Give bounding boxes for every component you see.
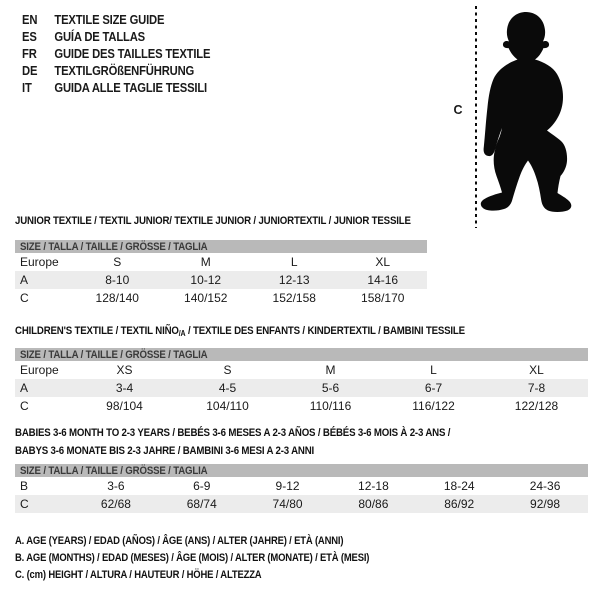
table-cell: 6-9 — [193, 479, 211, 493]
table-cell: 122/128 — [514, 399, 559, 413]
table-cell: 6-7 — [424, 381, 443, 395]
language-code: EN — [22, 12, 38, 27]
table-cell: L — [290, 255, 298, 269]
section-title-babies — [15, 424, 510, 460]
table-row — [15, 253, 427, 271]
title-subscript: /A — [178, 329, 186, 338]
children-size-table — [15, 348, 588, 415]
language-code: FR — [22, 46, 37, 61]
table-cell: 92/98 — [530, 497, 561, 511]
language-code: ES — [22, 29, 37, 44]
table-cell: 158/170 — [361, 291, 405, 305]
table-header-size — [15, 348, 588, 361]
baby-figure-illustration — [445, 4, 595, 230]
table-cell: 116/122 — [412, 399, 455, 413]
language-title: TEXTILE SIZE GUIDE — [54, 12, 165, 27]
language-title: GUÍA DE TALLAS — [54, 29, 146, 44]
table-cell: 4-5 — [218, 381, 237, 395]
language-title-list — [22, 11, 231, 96]
table-row — [15, 477, 588, 495]
table-header-text: SIZE / TALLA / TAILLE / GRÖSSE / TAGLIA — [20, 240, 208, 253]
table-cell: XS — [116, 363, 133, 377]
table-cell: 8-10 — [105, 273, 130, 287]
table-cell: 80/86 — [358, 497, 389, 511]
table-cell: XL — [529, 363, 544, 377]
section-title-text: JUNIOR TEXTILE / TEXTIL JUNIOR/ TEXTILE JUNIOR / JUNIORTEXTIL / JUNIOR TESSILE — [15, 215, 411, 227]
measure-legend — [15, 533, 427, 584]
table-row — [15, 361, 588, 379]
language-row-es — [22, 28, 210, 45]
language-row-en — [22, 11, 210, 28]
table-cell: 68/74 — [186, 497, 217, 511]
row-label: B — [20, 479, 29, 493]
table-cell: S — [223, 363, 232, 377]
table-cell: XL — [375, 255, 391, 269]
title-suffix: / TEXTILE DES ENFANTS / KINDERTEXTIL / BAMBINI TESSILE — [185, 325, 465, 337]
section-title-junior — [15, 212, 465, 230]
table-cell: 14-16 — [367, 273, 399, 287]
section-title-text — [15, 322, 465, 343]
table-cell: 104/110 — [206, 399, 249, 413]
height-label: C — [453, 103, 463, 117]
babies-size-table — [15, 464, 588, 513]
table-header-text: SIZE / TALLA / TAILLE / GRÖSSE / TAGLIA — [20, 348, 208, 361]
language-title: TEXTILGRÖßENFÜHRUNG — [54, 63, 195, 78]
row-label: C — [20, 399, 29, 413]
title-prefix: CHILDREN'S TEXTILE / TEXTIL NIÑO — [15, 325, 179, 337]
table-cell: 9-12 — [275, 479, 300, 493]
table-cell: 5-6 — [321, 381, 340, 395]
table-cell: M — [200, 255, 211, 269]
table-cell: 18-24 — [443, 479, 475, 493]
table-header-text: SIZE / TALLA / TAILLE / GRÖSSE / TAGLIA — [20, 464, 208, 477]
table-cell: 152/158 — [272, 291, 316, 305]
row-label: Europe — [20, 255, 59, 269]
section-title-line1: BABIES 3-6 MONTH TO 2-3 YEARS / BEBÉS 3-6 MESES A 2-3 AÑOS / BÉBÉS 3-6 MOIS À 2-3 ANS / — [15, 427, 451, 439]
table-cell: 12-18 — [358, 479, 389, 493]
language-title: GUIDE DES TAILLES TEXTILE — [54, 46, 211, 61]
table-cell: 24-36 — [529, 479, 561, 493]
table-row — [15, 397, 588, 415]
row-label: A — [20, 381, 29, 395]
table-cell: 86/92 — [444, 497, 475, 511]
legend-line-b: B. AGE (MONTHS) / EDAD (MESES) / ÂGE (MOIS) / ALTER (MONATE) / ETÀ (MESI) — [15, 552, 370, 564]
table-cell: 74/80 — [272, 497, 303, 511]
legend-line-a: A. AGE (YEARS) / EDAD (AÑOS) / ÂGE (ANS) / ALTER (JAHRE) / ETÀ (ANNI) — [15, 535, 344, 547]
table-cell: 62/68 — [100, 497, 131, 511]
junior-size-table — [15, 240, 427, 307]
table-cell: 7-8 — [527, 381, 546, 395]
table-cell: 3-6 — [107, 479, 125, 493]
table-cell: 12-13 — [278, 273, 310, 287]
table-cell: 10-12 — [190, 273, 222, 287]
language-row-de — [22, 62, 210, 79]
table-cell: 98/104 — [106, 399, 143, 413]
legend-line-c: C. (cm) HEIGHT / ALTURA / HAUTEUR / HÖHE / ALTEZZA — [15, 569, 262, 581]
baby-silhouette-icon — [481, 12, 572, 212]
table-row — [15, 271, 427, 289]
table-cell: 3-4 — [115, 381, 134, 395]
table-row — [15, 379, 588, 397]
table-row — [15, 289, 427, 307]
table-cell: L — [430, 363, 437, 377]
table-cell: S — [113, 255, 122, 269]
table-cell: 140/152 — [184, 291, 228, 305]
table-header-size — [15, 464, 588, 477]
section-title-line2: BABYS 3-6 MONATE BIS 2-3 JAHRE / BAMBINI 3-6 MESI A 2-3 ANNI — [15, 445, 315, 457]
table-cell: M — [325, 363, 336, 377]
language-code: IT — [22, 80, 32, 95]
language-row-it — [22, 79, 210, 96]
language-row-fr — [22, 45, 210, 62]
language-title: GUIDA ALLE TAGLIE TESSILI — [54, 80, 207, 95]
table-cell: 110/116 — [309, 399, 352, 413]
section-title-children — [15, 322, 526, 343]
table-cell: 128/140 — [95, 291, 139, 305]
language-code: DE — [22, 63, 38, 78]
table-row — [15, 495, 588, 513]
row-label: A — [20, 273, 29, 287]
row-label: C — [20, 291, 29, 305]
table-header-size — [15, 240, 427, 253]
row-label: C — [20, 497, 29, 511]
row-label: Europe — [20, 363, 59, 377]
